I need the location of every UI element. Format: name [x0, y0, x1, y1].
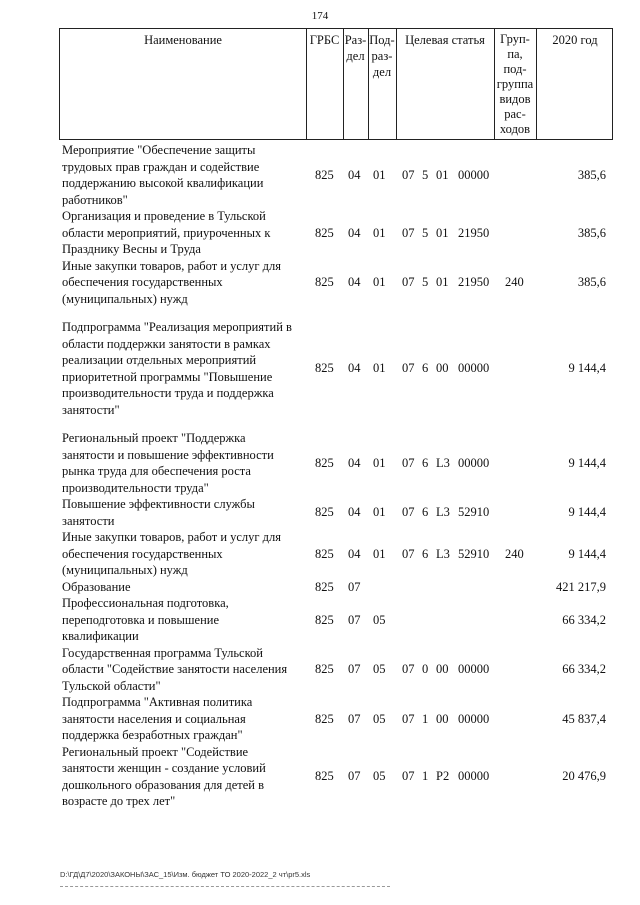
cell-event: 01	[436, 167, 449, 182]
cell-name: Региональный проект "Поддержка занятости и повышение эффективности рынка труда для обеспечения роста производительности труда"	[62, 431, 274, 495]
cell-razdel: 07	[348, 711, 361, 726]
footer-divider	[60, 886, 390, 887]
cell-direction: 52910	[458, 546, 490, 561]
table-row	[0, 430, 640, 496]
cell-name: Подпрограмма "Реализация мероприятий в области поддержки занятости в рамках реализации отдельных мероприятий приоритетной программы "Повышение производительности труда и поддержка занятости"	[62, 320, 292, 417]
cell-grbs: 825	[315, 225, 334, 240]
cell-subprogram: 6	[422, 546, 429, 561]
cell-program: 07	[402, 546, 415, 561]
cell-event: L3	[436, 455, 450, 470]
cell-grbs: 825	[315, 662, 334, 676]
cell-expense-type: 240	[505, 546, 524, 561]
cell-amount: 66 334,2	[562, 662, 606, 676]
cell-grbs: 825	[315, 769, 334, 784]
cell-subprogram: 5	[422, 275, 429, 289]
cell-event: L3	[436, 505, 450, 520]
table-row	[0, 529, 640, 579]
cell-grbs: 825	[315, 505, 334, 520]
cell-grbs: 825	[315, 361, 334, 376]
cell-direction: 00000	[458, 769, 490, 784]
cell-name: Иные закупки товаров, работ и услуг для обеспечения государственных (муниципальных) нужд	[62, 258, 282, 306]
page-number: 174	[311, 10, 329, 22]
cell-program: 07	[402, 505, 415, 520]
cell-amount: 9 144,4	[568, 546, 606, 561]
cell-podrazdel: 01	[373, 167, 386, 182]
cell-subprogram: 1	[422, 769, 429, 784]
table-row	[0, 208, 640, 258]
cell-amount: 9 144,4	[568, 361, 606, 376]
cell-expense-type: 240	[505, 275, 524, 289]
table-row	[0, 142, 640, 208]
cell-name: Государственная программа Тульской области "Содействие занятости населения Тульской области"	[62, 645, 288, 693]
cell-podrazdel: 01	[373, 225, 386, 240]
cell-name: Иные закупки товаров, работ и услуг для обеспечения государственных (муниципальных) нужд	[62, 530, 282, 577]
cell-razdel: 04	[348, 455, 361, 470]
table-row	[0, 645, 640, 695]
table-row	[0, 595, 640, 645]
header-name: Наименование	[144, 33, 222, 47]
cell-podrazdel: 01	[373, 505, 386, 520]
cell-amount: 20 476,9	[562, 769, 606, 784]
cell-direction: 21950	[458, 225, 490, 240]
cell-event: 00	[436, 662, 449, 676]
cell-event: 00	[436, 361, 449, 376]
table-row	[0, 496, 640, 529]
cell-subprogram: 5	[422, 167, 429, 182]
cell-program: 07	[402, 225, 415, 240]
header-expense-group: Груп- па, под- группа видов рас- ходов	[496, 32, 534, 136]
cell-grbs: 825	[315, 275, 334, 289]
cell-event: 01	[436, 225, 449, 240]
cell-name: Образование	[62, 579, 131, 594]
header-podrazdel: Под- раз- дел	[369, 33, 395, 79]
cell-direction: 00000	[458, 711, 490, 726]
header-grbs: ГРБС	[309, 33, 340, 47]
cell-amount: 9 144,4	[568, 455, 606, 470]
cell-program: 07	[402, 769, 415, 784]
cell-program: 07	[402, 167, 415, 182]
cell-program: 07	[402, 361, 415, 376]
cell-program: 07	[402, 711, 415, 726]
cell-razdel: 04	[348, 225, 361, 240]
cell-amount: 66 334,2	[562, 612, 606, 627]
cell-subprogram: 5	[422, 225, 429, 240]
cell-name: Региональный проект "Содействие занятости женщин - создание условий дошкольного образования для детей в возрасте до трех лет"	[62, 744, 266, 808]
cell-direction: 52910	[458, 505, 490, 520]
cell-podrazdel: 05	[373, 711, 386, 726]
cell-program: 07	[402, 455, 415, 470]
cell-amount: 421 217,9	[556, 579, 606, 594]
cell-grbs: 825	[315, 711, 334, 726]
cell-grbs: 825	[315, 455, 334, 470]
cell-amount: 45 837,4	[562, 711, 606, 726]
cell-razdel: 07	[348, 612, 361, 627]
cell-podrazdel: 05	[373, 612, 386, 627]
cell-subprogram: 6	[422, 455, 429, 470]
cell-event: P2	[436, 769, 450, 784]
cell-event: L3	[436, 546, 450, 561]
cell-name: Подпрограмма "Активная политика занятости населения и социальная поддержка безработных граждан"	[62, 695, 253, 742]
cell-direction: 00000	[458, 361, 490, 376]
cell-grbs: 825	[315, 167, 334, 182]
cell-subprogram: 0	[422, 662, 429, 676]
cell-grbs: 825	[315, 579, 334, 594]
cell-direction: 00000	[458, 662, 490, 676]
cell-razdel: 07	[348, 662, 361, 676]
cell-podrazdel: 01	[373, 361, 386, 376]
cell-razdel: 04	[348, 361, 361, 376]
cell-subprogram: 6	[422, 361, 429, 376]
cell-name: Мероприятие "Обеспечение защиты трудовых прав граждан и содействие поддержанию высокой квалификации работников"	[62, 143, 264, 207]
file-path-footer: D:\ГД\Д7\2020\ЗАКОНЫ\ЗАС_15\Изм. бюджет ТО 2020-2022_2 чт\pr5.xls	[60, 870, 311, 879]
cell-direction: 00000	[458, 167, 490, 182]
cell-event: 01	[436, 275, 449, 289]
table-header	[59, 28, 613, 140]
cell-subprogram: 6	[422, 505, 429, 520]
table-row	[0, 579, 640, 596]
cell-razdel: 04	[348, 505, 361, 520]
cell-amount: 385,6	[577, 275, 606, 289]
header-year: 2020 год	[552, 33, 598, 47]
cell-direction: 00000	[458, 455, 490, 470]
cell-program: 07	[402, 662, 415, 676]
cell-program: 07	[402, 275, 415, 289]
cell-razdel: 07	[348, 769, 361, 784]
cell-podrazdel: 01	[373, 275, 386, 289]
table-body	[0, 142, 640, 810]
cell-subprogram: 1	[422, 711, 429, 726]
table-row	[0, 694, 640, 744]
cell-razdel: 04	[348, 546, 361, 561]
cell-name: Организация и проведение в Тульской области мероприятий, приуроченных к Празднику Весны и Труда	[62, 209, 271, 256]
header-target-article: Целевая статья	[405, 33, 485, 47]
cell-razdel: 04	[348, 275, 361, 289]
cell-razdel: 07	[348, 579, 361, 594]
cell-podrazdel: 01	[373, 455, 386, 470]
cell-razdel: 04	[348, 167, 361, 182]
cell-event: 00	[436, 711, 449, 726]
header-razdel: Раз- дел	[344, 33, 367, 63]
table-row	[0, 319, 640, 430]
cell-podrazdel: 05	[373, 769, 386, 784]
table-row	[0, 744, 640, 810]
cell-amount: 385,6	[577, 167, 606, 182]
cell-grbs: 825	[315, 612, 334, 627]
cell-podrazdel: 05	[373, 662, 386, 676]
cell-name: Профессиональная подготовка, переподготовка и повышение квалификации	[62, 596, 229, 643]
cell-direction: 21950	[458, 275, 490, 289]
cell-amount: 9 144,4	[568, 505, 606, 520]
cell-name: Повышение эффективности службы занятости	[62, 497, 255, 528]
cell-amount: 385,6	[577, 225, 606, 240]
cell-podrazdel: 01	[373, 546, 386, 561]
table-row	[0, 258, 640, 320]
cell-grbs: 825	[315, 546, 334, 561]
